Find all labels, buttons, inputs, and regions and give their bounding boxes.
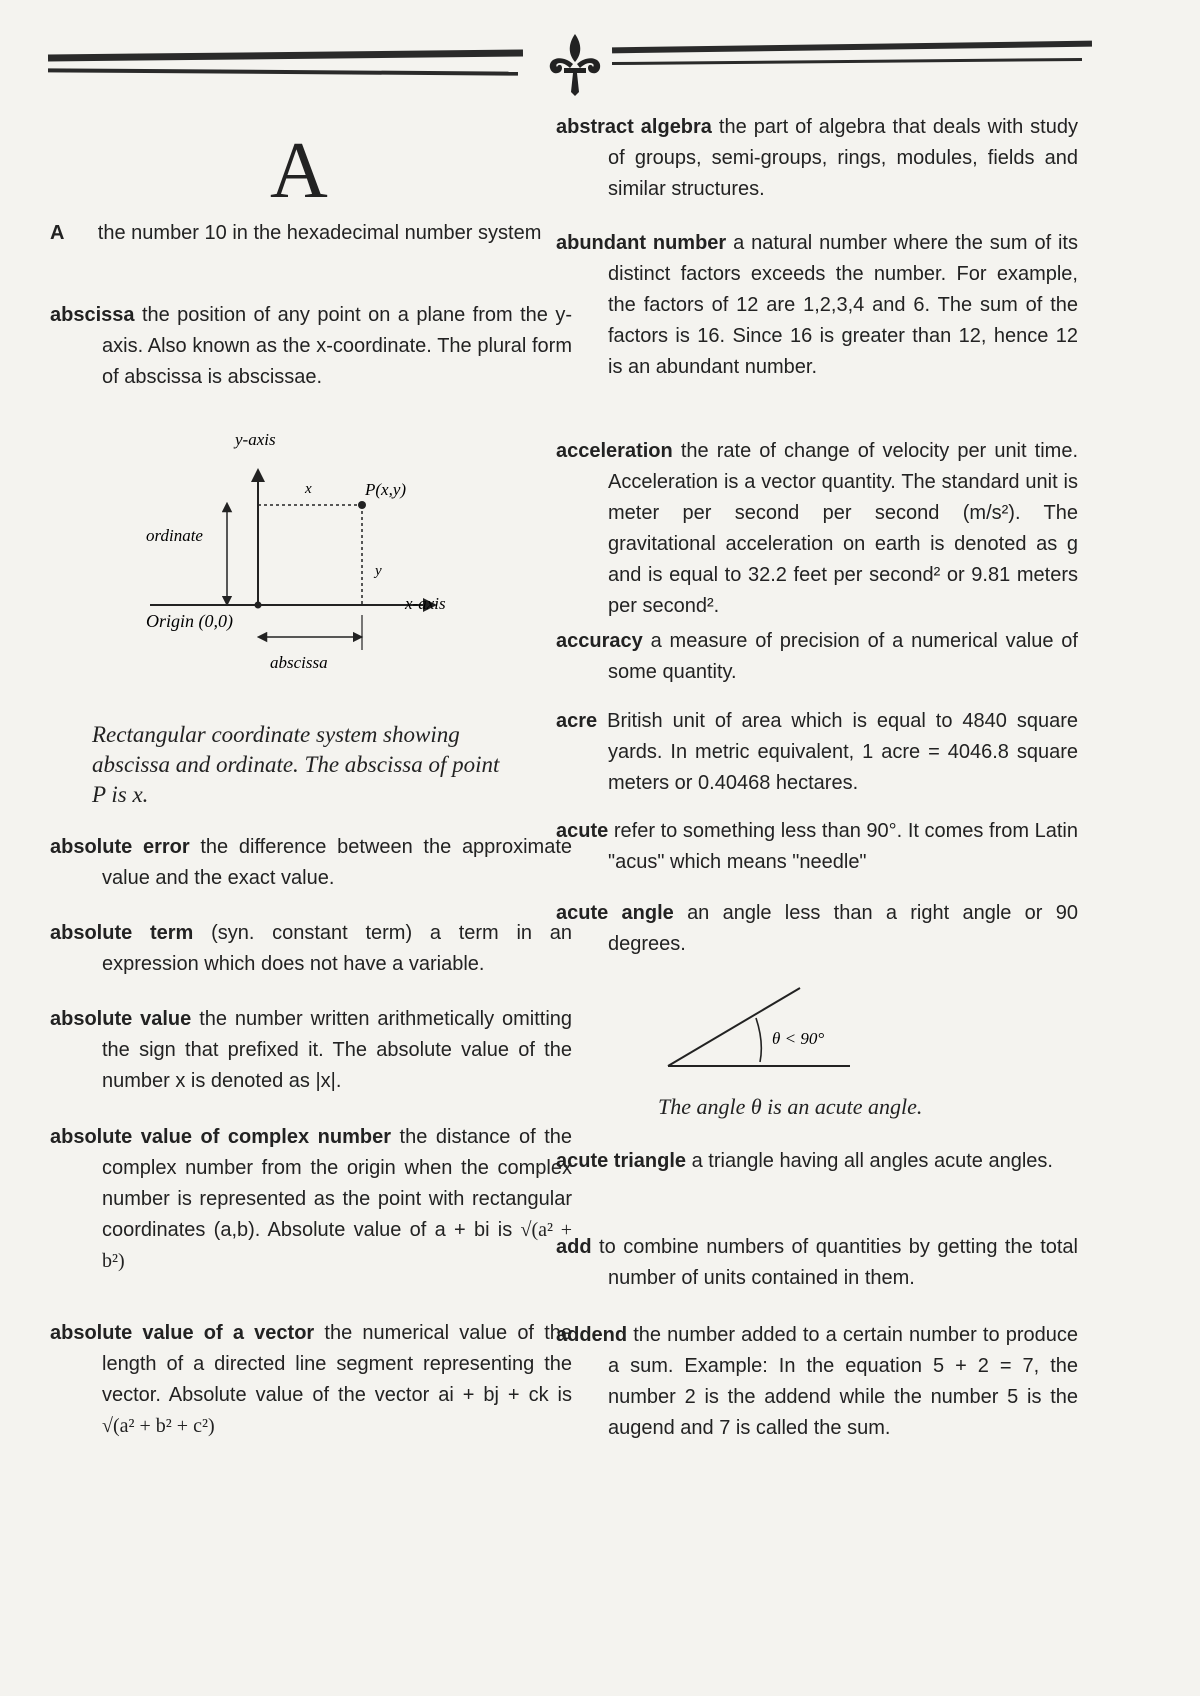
- entry-definition: the distance of the complex number from the origin when the complex number is represented as the point with rectangular coordinates (a,b). Absolute value of a + bi is: [102, 1126, 572, 1241]
- entry-term: add: [556, 1236, 592, 1258]
- entry-term: acute triangle: [556, 1150, 687, 1172]
- entry-addend: [556, 1320, 1078, 1444]
- entry-absolute-value-vector: [50, 1318, 572, 1442]
- y-axis-label: y-axis: [235, 430, 276, 449]
- entry-definition: the rate of change of velocity per unit time. Acceleration is a vector quantity. The standard unit is meter per second per second (m/s²). The gravitational acceleration on earth is denoted as g and is equal to 32.2 feet per second² or 9.81 meters per second².: [608, 440, 1078, 617]
- angle-inclined-ray: [668, 988, 800, 1066]
- angle-figure-caption: The angle θ is an acute angle.: [658, 1094, 923, 1119]
- entry-term: A: [50, 222, 65, 244]
- entry-absolute-value-complex: [50, 1122, 572, 1277]
- entry-term: acute angle: [556, 902, 674, 924]
- entry-definition: the number added to a certain number to produce a sum. Example: In the equation 5 + 2 = 7, the number 2 is the addend while the number 5 is the augend and 7 is called the sum.: [608, 1324, 1078, 1439]
- entry-formula: √(a² + b²): [102, 1219, 572, 1272]
- entry-abstract-algebra: [556, 112, 1078, 205]
- entry-term: accuracy: [556, 630, 643, 652]
- entry-formula: √(a² + b² + c²): [102, 1415, 215, 1437]
- entry-acute-triangle: [556, 1146, 1078, 1177]
- angle-arc: [756, 1018, 761, 1062]
- entry-definition: a measure of precision of a numerical value of some quantity.: [608, 630, 1078, 683]
- entry-term: absolute value: [50, 1008, 192, 1030]
- entry-term: acceleration: [556, 440, 673, 462]
- coordinate-system-diagram: [140, 425, 480, 685]
- entry-term: addend: [556, 1324, 628, 1346]
- entry-acre: [556, 706, 1078, 799]
- header-rule-left-thin: [48, 68, 518, 75]
- entry-definition: a natural number where the sum of its distinct factors exceeds the number. For example, the factors of 12 are 1,2,3,4 and 6. The sum of the factors is 16. Since 16 is greater than 12, hence 12 is an abundant number.: [608, 232, 1078, 378]
- entry-term: absolute error: [50, 836, 190, 858]
- entry-definition: (syn. constant term) a term in an expression which does not have a variable.: [102, 922, 572, 975]
- entry-absolute-error: [50, 832, 572, 894]
- origin-point: [255, 602, 262, 609]
- entry-acute: [556, 816, 1078, 878]
- entry-term: absolute value of a vector: [50, 1322, 315, 1344]
- coordinate-figure-caption: Rectangular coordinate system showing abscissa and ordinate. The abscissa of point P is x.: [92, 722, 500, 807]
- entry-definition: refer to something less than 90°. It comes from Latin "acus" which means "needle": [608, 820, 1078, 873]
- header-rule-right-thin: [612, 58, 1082, 65]
- entry-absolute-value: [50, 1004, 572, 1097]
- entry-abundant-number: [556, 228, 1078, 383]
- header-rule-right: [612, 41, 1092, 54]
- entry-definition: the difference between the approximate value and the exact value.: [102, 836, 572, 889]
- entry-absolute-term: [50, 918, 572, 980]
- entry-definition: to combine numbers of quantities by getting the total number of units contained in them.: [599, 1236, 1078, 1289]
- entry-a: [50, 218, 572, 249]
- entry-accuracy: [556, 626, 1078, 688]
- entry-term: acute: [556, 820, 609, 842]
- entry-term: abscissa: [50, 304, 135, 326]
- acute-angle-diagram: [660, 978, 900, 1078]
- entry-acute-angle: [556, 898, 1078, 960]
- ordinate-label: ordinate: [146, 526, 203, 545]
- entry-term: abundant number: [556, 232, 727, 254]
- entry-term: absolute term: [50, 922, 194, 944]
- entry-definition: an angle less than a right angle or 90 degrees.: [608, 902, 1078, 955]
- entry-abscissa: [50, 300, 572, 393]
- entry-definition: the position of any point on a plane from the y-axis. Also known as the x-coordinate. The plural form of abscissa is abscissae.: [102, 304, 572, 388]
- fleur-de-lis-icon: [540, 30, 610, 100]
- angle-label: θ < 90°: [772, 1029, 825, 1048]
- point-label: P(x,y): [365, 480, 407, 499]
- entry-term: absolute value of complex number: [50, 1126, 391, 1148]
- abscissa-label: abscissa: [270, 653, 328, 672]
- entry-definition: the part of algebra that deals with study of groups, semi-groups, rings, modules, fields and similar structures.: [608, 116, 1078, 200]
- header-rule-left: [48, 50, 523, 62]
- section-letter: A: [270, 127, 328, 215]
- y-label: y: [375, 563, 382, 579]
- point-p: [358, 501, 366, 509]
- x-label: x: [305, 481, 312, 497]
- entry-term: abstract algebra: [556, 116, 712, 138]
- entry-definition: British unit of area which is equal to 4840 square yards. In metric equivalent, 1 acre = 4046.8 square meters or 0.40468 hectares.: [607, 710, 1078, 794]
- entry-term: acre: [556, 710, 598, 732]
- entry-definition: the number 10 in the hexadecimal number system: [97, 222, 542, 244]
- entry-definition: a triangle having all angles acute angles.: [691, 1150, 1053, 1172]
- entry-add: [556, 1232, 1078, 1294]
- entry-acceleration: [556, 436, 1078, 622]
- entry-definition: the number written arithmetically omitting the sign that prefixed it. The absolute value of the number x is denoted as |x|.: [102, 1008, 573, 1092]
- origin-label: Origin (0,0): [146, 611, 233, 631]
- entry-definition: the numerical value of the length of a directed line segment representing the vector. Absolute value of the vector ai + bj + ck is: [102, 1322, 572, 1406]
- x-axis-label: x-axis: [405, 594, 446, 613]
